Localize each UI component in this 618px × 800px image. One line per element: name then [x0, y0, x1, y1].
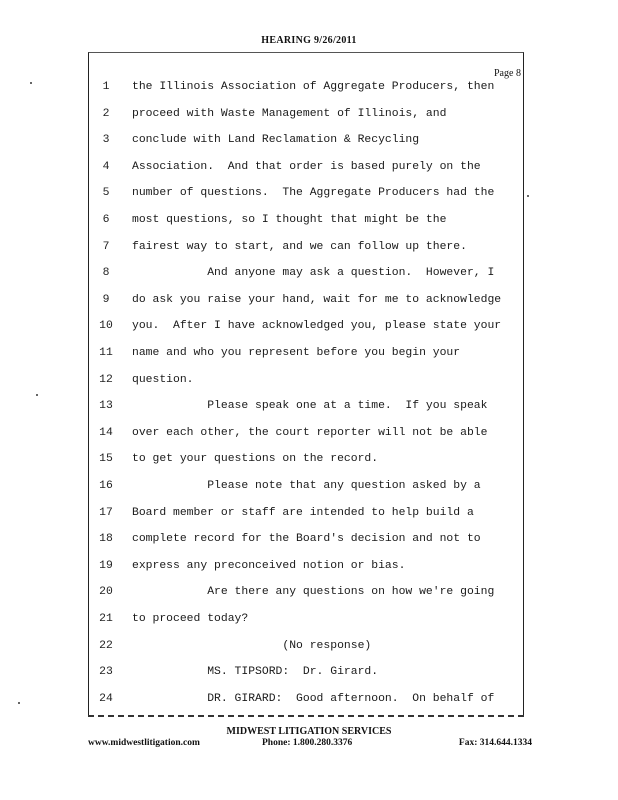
- line-number: 15: [99, 453, 113, 466]
- line-text: And anyone may ask a question. However, I: [132, 267, 495, 280]
- line-text: express any preconceived notion or bias.: [132, 559, 406, 572]
- line-text: most questions, so I thought that might be the: [132, 214, 447, 226]
- transcript-line: [96, 131, 520, 149]
- line-number: 23: [99, 666, 113, 679]
- transcript-line: [96, 211, 520, 229]
- line-number: 5: [102, 187, 110, 200]
- line-number: 16: [99, 480, 113, 492]
- transcript-line: [96, 158, 520, 176]
- transcript-line: [96, 184, 520, 202]
- line-text: conclude with Land Reclamation & Recycling: [132, 134, 420, 147]
- transcript-line: [96, 690, 520, 708]
- scan-speck: [527, 195, 529, 197]
- line-text: to get your questions on the record.: [132, 453, 379, 466]
- transcript-line: [96, 450, 520, 468]
- line-number: 9: [102, 293, 110, 306]
- transcript-line: [96, 105, 520, 123]
- line-number: 8: [102, 267, 110, 280]
- line-number: 10: [99, 320, 113, 333]
- transcript-line: [96, 477, 520, 495]
- line-number: 13: [99, 400, 113, 413]
- line-number: 17: [99, 506, 113, 519]
- line-number: 4: [102, 160, 110, 173]
- line-text: to proceed today?: [132, 613, 249, 625]
- line-number: 14: [99, 426, 113, 439]
- line-text: Association. And that order is based purely on the: [132, 160, 481, 173]
- line-text: fairest way to start, and we can follow up there.: [132, 240, 467, 253]
- transcript-line: [96, 317, 520, 335]
- line-number: 21: [99, 613, 113, 625]
- line-text: DR. GIRARD: Good afternoon. On behalf of: [132, 692, 495, 705]
- line-text: Please note that any question asked by a: [132, 480, 481, 492]
- footer-contact-row: [88, 738, 532, 752]
- line-text: (No response): [132, 639, 372, 652]
- transcript-line: [96, 663, 520, 681]
- line-number: 12: [99, 373, 113, 386]
- transcript-line: [96, 504, 520, 522]
- line-text: complete record for the Board's decision and not to: [132, 533, 481, 546]
- line-text: Board member or staff are intended to help build a: [132, 506, 474, 519]
- line-text: the Illinois Association of Aggregate Producers, then: [132, 81, 495, 93]
- line-text: number of questions. The Aggregate Producers had the: [132, 187, 495, 200]
- transcript-line: [96, 557, 520, 575]
- transcript-line: [96, 530, 520, 548]
- line-text: proceed with Waste Management of Illinois, and: [132, 107, 447, 120]
- line-number: 22: [99, 639, 113, 652]
- line-number: 19: [99, 559, 113, 572]
- line-number: 11: [99, 347, 113, 359]
- transcript-line: [96, 344, 520, 362]
- line-number: 3: [102, 134, 110, 147]
- transcript-line: [96, 610, 520, 628]
- scan-speck: [36, 394, 38, 396]
- transcript-line: [96, 371, 520, 389]
- line-number: 2: [102, 107, 110, 120]
- scan-speck: [30, 82, 32, 84]
- transcript-line: [96, 264, 520, 282]
- transcript-line: [96, 238, 520, 256]
- scan-speck: [18, 702, 20, 704]
- line-text: Are there any questions on how we're going: [132, 586, 495, 599]
- line-text: question.: [132, 373, 194, 386]
- line-text: over each other, the court reporter will not be able: [132, 426, 488, 439]
- transcript-line: [96, 424, 520, 442]
- transcript-line: [96, 397, 520, 415]
- document-header: HEARING 9/26/2011: [261, 35, 357, 46]
- transcript-line: [96, 637, 520, 655]
- footer-phone: Phone: 1.800.280.3376: [262, 738, 353, 748]
- line-number: 6: [102, 214, 110, 226]
- line-number: 1: [102, 81, 110, 93]
- transcript-line: [96, 583, 520, 601]
- line-text: Please speak one at a time. If you speak: [132, 400, 488, 413]
- line-number: 20: [99, 586, 113, 599]
- line-text: do ask you raise your hand, wait for me to acknowledge: [132, 293, 502, 306]
- footer-website[interactable]: www.midwestlitigation.com: [88, 738, 200, 748]
- line-number: 24: [99, 692, 113, 705]
- transcript-line: [96, 291, 520, 309]
- line-text: you. After I have acknowledged you, please state your: [132, 320, 502, 333]
- line-number: 7: [102, 240, 110, 253]
- frame-bottom-rule: [88, 715, 524, 717]
- footer-company: MIDWEST LITIGATION SERVICES: [226, 726, 392, 737]
- footer-fax: Fax: 314.644.1334: [458, 738, 532, 748]
- transcript-line: [96, 78, 520, 96]
- line-text: MS. TIPSORD: Dr. Girard.: [132, 666, 379, 679]
- page-number: Page 8: [494, 68, 521, 79]
- line-number: 18: [99, 533, 113, 546]
- line-text: name and who you represent before you begin your: [132, 347, 461, 359]
